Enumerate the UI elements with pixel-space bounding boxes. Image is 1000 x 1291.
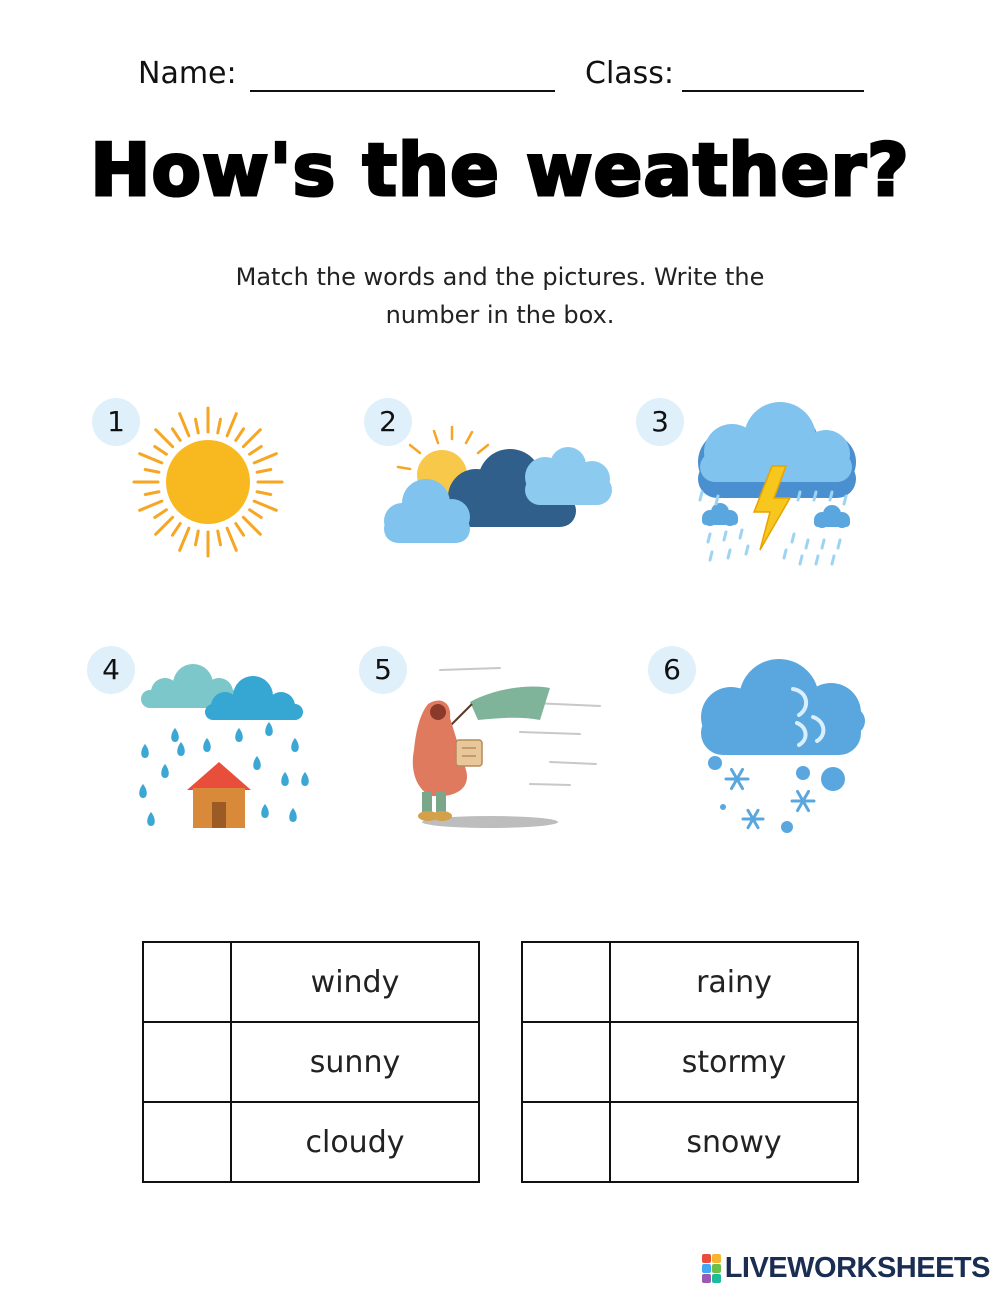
word-snowy: snowy <box>610 1102 858 1182</box>
word-cloudy: cloudy <box>231 1102 479 1182</box>
name-field[interactable] <box>250 90 555 92</box>
picture-number-1: 1 <box>92 398 140 446</box>
class-field[interactable] <box>682 90 864 92</box>
answer-box-rainy[interactable] <box>522 942 610 1022</box>
page-title: How's the weather? <box>90 128 910 212</box>
picture-number-3: 3 <box>636 398 684 446</box>
match-table-left <box>142 941 480 1183</box>
table-row <box>522 942 858 1022</box>
table-row <box>522 1022 858 1102</box>
table-row <box>522 1102 858 1182</box>
answer-box-windy[interactable] <box>143 942 231 1022</box>
picture-number-2: 2 <box>364 398 412 446</box>
brand-footer[interactable] <box>702 1252 990 1285</box>
brand-name: LIVEWORKSHEETS <box>724 1252 990 1284</box>
word-rainy: rainy <box>610 942 858 1022</box>
table-row <box>143 1022 479 1102</box>
brand-logo-icon <box>702 1254 721 1283</box>
sun-icon <box>130 405 290 557</box>
answer-box-sunny[interactable] <box>143 1022 231 1102</box>
table-row <box>143 1102 479 1182</box>
windy-person-icon <box>400 660 610 835</box>
word-windy: windy <box>231 942 479 1022</box>
word-stormy: stormy <box>610 1022 858 1102</box>
word-sunny: sunny <box>231 1022 479 1102</box>
instructions-line-1: Match the words and the pictures. Write the <box>235 263 765 291</box>
picture-number-6: 6 <box>648 646 696 694</box>
picture-number-4: 4 <box>87 646 135 694</box>
instructions <box>200 258 800 334</box>
rain-house-icon <box>135 660 310 835</box>
name-label: Name: <box>138 56 237 91</box>
partly-cloudy-icon <box>380 425 620 550</box>
picture-number-5: 5 <box>359 646 407 694</box>
snow-cloud-icon <box>695 655 870 840</box>
storm-cloud-icon <box>690 400 860 570</box>
answer-box-stormy[interactable] <box>522 1022 610 1102</box>
match-table-right <box>521 941 859 1183</box>
table-row <box>143 942 479 1022</box>
instructions-line-2: number in the box. <box>385 301 615 329</box>
class-label: Class: <box>585 56 675 91</box>
answer-box-cloudy[interactable] <box>143 1102 231 1182</box>
answer-box-snowy[interactable] <box>522 1102 610 1182</box>
